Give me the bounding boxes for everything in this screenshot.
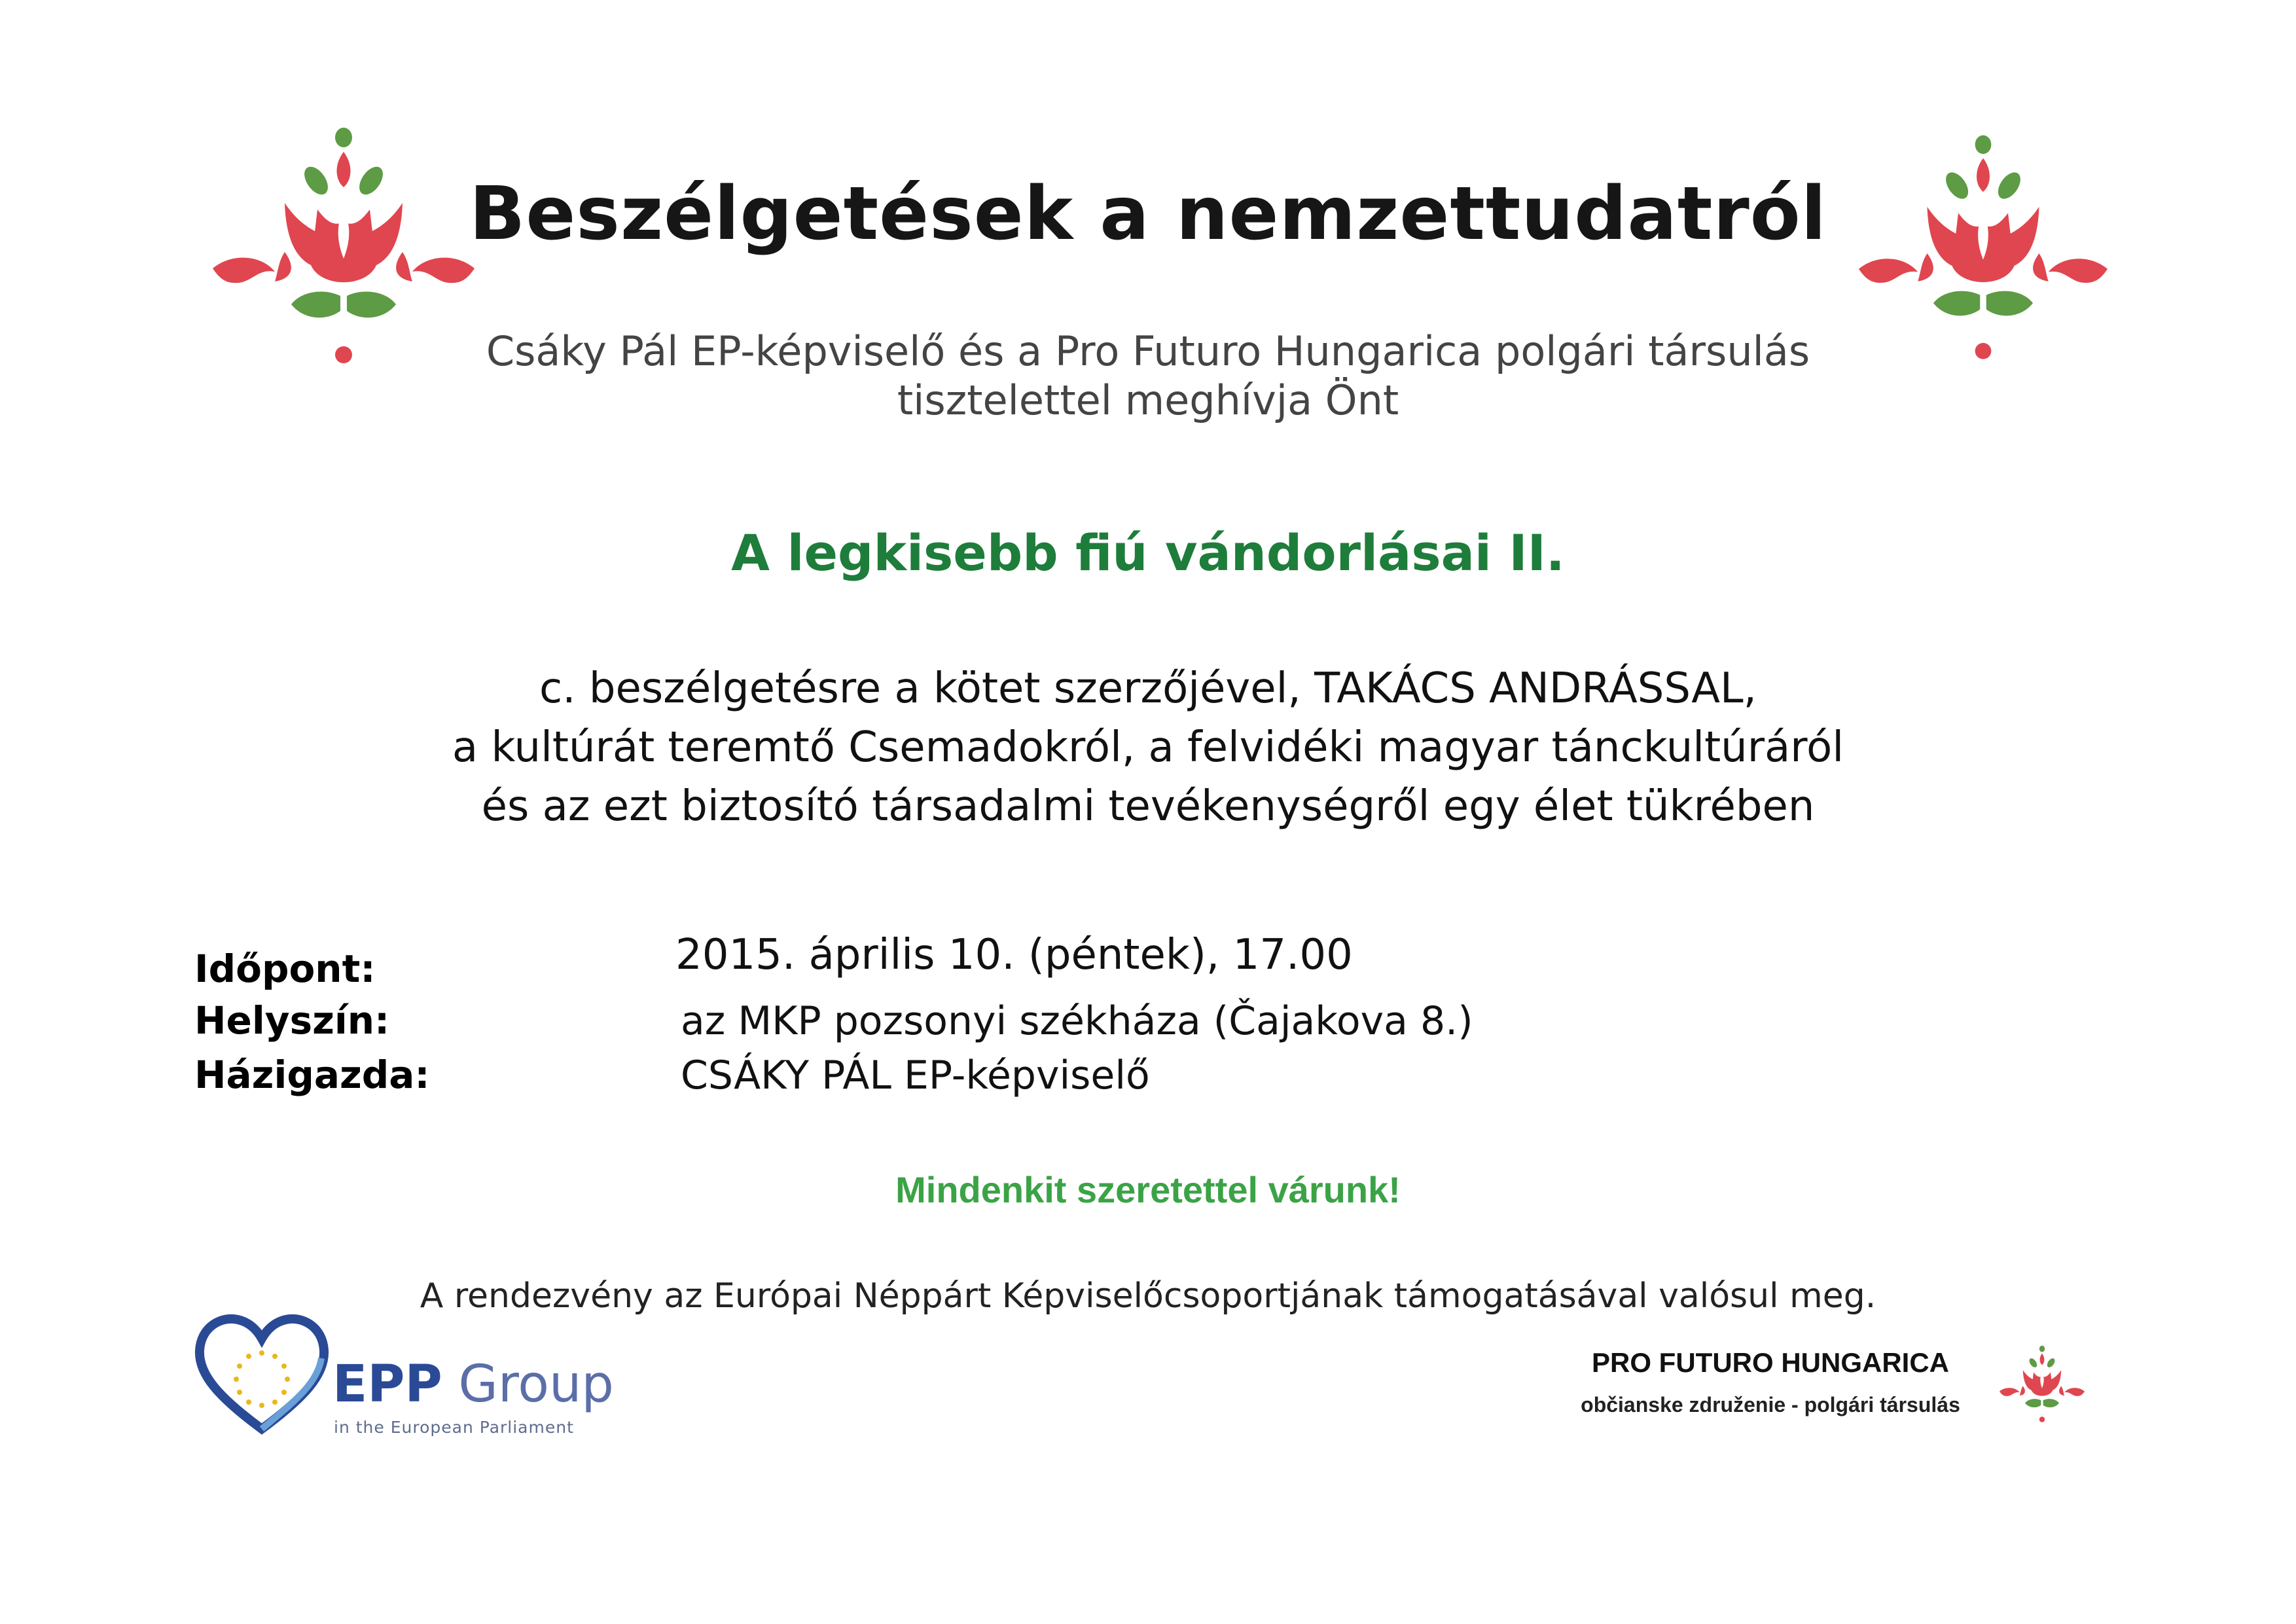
support-note: A rendezvény az Európai Néppárt Képviselőcsoportjának támogatásával valósul meg. xyxy=(420,1276,1876,1316)
event-description-line2: a kultúrát teremtő Csemadokról, a felvidéki magyar tánckultúráról xyxy=(452,723,1844,772)
time-label: Időpont: xyxy=(194,947,376,991)
epp-group-logo-text xyxy=(332,1355,614,1414)
epp-logo-subtitle: in the European Parliament xyxy=(334,1418,574,1437)
event-description-line3: és az ezt biztosító társadalmi tevékenységről egy élet tükrében xyxy=(481,782,1815,831)
invitation-subtitle-line2: tisztelettel meghívja Önt xyxy=(897,376,1399,424)
pfh-tulip-logo-icon xyxy=(2000,1342,2085,1427)
epp-heart-logo-icon xyxy=(193,1312,331,1437)
place-label: Helyszín: xyxy=(194,998,390,1043)
time-value: 2015. április 10. (péntek), 17.00 xyxy=(675,931,1353,979)
invitation-subtitle-line1: Csáky Pál EP-képviselő és a Pro Futuro Hungarica polgári társulás xyxy=(486,327,1810,375)
page-title: Beszélgetések a nemzettudatról xyxy=(469,171,1827,257)
pfh-logo-subtitle: občianske združenie - polgári társulás xyxy=(1581,1393,1960,1416)
host-value: CSÁKY PÁL EP-képviselő xyxy=(681,1053,1150,1098)
welcome-message: Mindenkit szeretettel várunk! xyxy=(895,1169,1401,1210)
event-title: A legkisebb fiú vándorlásai II. xyxy=(731,524,1565,582)
place-value: az MKP pozsonyi székháza (Čajakova 8.) xyxy=(681,998,1473,1044)
epp-logo-strong: EPP xyxy=(332,1355,442,1414)
event-description-line1: c. beszélgetésre a kötet szerzőjével, TAKÁCS ANDRÁSSAL, xyxy=(539,664,1757,713)
epp-logo-light: Group xyxy=(458,1355,614,1414)
host-label: Házigazda: xyxy=(194,1053,430,1097)
pfh-logo-name: PRO FUTURO HUNGARICA xyxy=(1592,1347,1949,1378)
